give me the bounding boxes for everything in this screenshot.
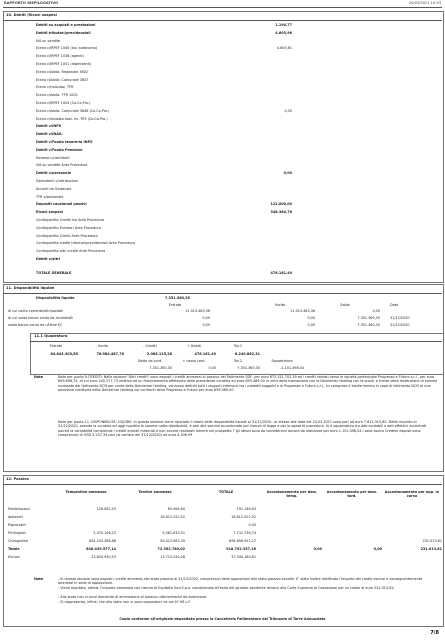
quadratura-title: 11.1 Quadratura [34, 334, 68, 338]
debiti-total-label: TOTALE GENERALE [36, 271, 72, 275]
debiti-row-label: Contropartita crediti tributari/previdenziali Ante Procedura [36, 241, 135, 246]
disponibilita-title: 11. Disponibilità liquide [6, 286, 55, 290]
debiti-title-divider [3, 20, 442, 21]
note1-p1: Note per punto 9.CREDITI: Nelle sezione "Altri crediti" sono esposti i crediti ammessi al passivo del Fallimento SDF, per euro 872.151.702,39 ed i crediti vantati verso le società partecipate Progresso e Futuro s.r.l., per euro 899.696,75, di cui euro 240.277,73 relativo ad un finanziamento effettuato dalla precedente curatela ed euro 659.489,00 in virtù della transazione con la Deiulemar Holding con la quale, a fronte della restituzione di somme incassate dal fallimento DCN per conto della Deiulemar Holding, venivano definiti tutti i rapporti intercorsi tra i predetti soggetti e le Progresso e Futuro s.r.l., ivi compreso il trasferimento in capo al fallimento DCN di una posizione creditoria della Deiulemar Holding nei confronti della Progresso e Futuro per euro 659.489,00. [58, 375, 438, 393]
page-number: 7/8 [430, 630, 439, 636]
disponibilita-label: Disponibilità liquide [36, 296, 75, 300]
passivo-cell: 16.812.522,52 [160, 515, 185, 519]
note1-p2: Note per punto 11. DISPONIBILITA' LIQUIDE: in questa sezione viene riportato il totale delle disponibilità liquide al 31/12/2020. Le stesse alla data del 24.03.2021 sono pari ad euro 7.611.315,62. Dette importo al 31/12/2020, avendo la curatela ed oggi riportito le somme netta distribuibili, è pari alle somme accantonate per riserve di legge e per le spese di procedura. Vi è squadratura tra dati contabili e dati effettivi riscontrati poiché la contabilità comprende i crediti erariali maturati e non ancora realizzati mentre nel prospetto 7 gli stessi sono da considerarsi ancora da realizzare per euro 1.101.498,04 I saldi banca Credem esposti sono comprensivi di USD 5.257,34 pari (al cambio del 31/12/2020) ad euro 4.306,99 [58, 420, 427, 438]
report-date: 20/03/2021 10:53 [408, 1, 441, 5]
passivo-cell: 16.812.522,52 [231, 515, 256, 519]
debiti-row-label: TFR v/personale [36, 194, 64, 199]
quad-value: 6.249.862,31 [234, 352, 260, 356]
passivo-row-label: Chirografari [8, 539, 29, 543]
passivo-cell: 0,00 [248, 523, 256, 527]
debiti-row-label: Debiti v/INAIL [36, 132, 63, 137]
debiti-row-label: Debiti v/altri [36, 257, 61, 261]
passivo-cell: 0,00 [373, 547, 382, 551]
passivo-row-label: Esclusi [8, 555, 20, 559]
disp-row-entrate: 0,00 [202, 316, 210, 320]
debiti-row-label: Erario c/Addiz. TFR 1002 [36, 93, 78, 98]
passivo-row-label: Prededuzioni [8, 507, 30, 511]
quad-value: 84.843.303,85 [50, 352, 78, 356]
passivo-cell: 7.131.736,74 [233, 531, 256, 535]
debiti-total-value: 476.161,49 [270, 271, 292, 275]
passivo-cell: 126.082,03 [96, 507, 116, 511]
disp-row-saldo: 0,00 [372, 309, 380, 313]
passivo-cell: 844.243.388,88 [89, 539, 116, 543]
debiti-row-value: 1.190,77 [275, 23, 292, 27]
passivo-row-label: Totale [8, 547, 20, 551]
quad-value2: 0,00 [208, 366, 216, 370]
note2-line: - Si rappresenta, infine, che allo stato non vi sono opposizioni ex art.97-98 L.F. [58, 599, 191, 604]
quad-value: 476.161,49 [194, 352, 216, 356]
note2-line: - In questa sezione sono esposti i crediti ammessi allo stato passivo al 31/12/2020, comprensivi delle opposizioni allo stato passivo accolte. E' stato inoltre rettificato l'importo dei crediti esclusi e conseguentemente ammessi in sede di opposizione. [58, 577, 423, 586]
disp-row-label: saldo banca conto da c/tiene EC [8, 323, 63, 327]
disp-row-label: di cui saldo banca conto da controllaB [8, 316, 73, 320]
debiti-row-label: IVA su vendite Ante Procedura [36, 163, 88, 168]
debiti-row-label: Debiti v/Fondo Pensione [36, 147, 83, 152]
quad-header: - Crediti [143, 344, 157, 348]
debiti-row-label: Contropartita altri crediti Ante Procedura [36, 249, 106, 254]
debiti-row-label: Dipendenti c/retribuzioni [36, 179, 78, 183]
passivo-col-header: Accantonamento per dom. temp. [266, 490, 318, 499]
quad-value2: -1.101.498,04 [280, 366, 304, 370]
quad-header2: + cassa cont. [182, 359, 206, 363]
passivo-col-header: Tardive ammesso [138, 490, 172, 494]
passivo-title: 12. Passivo [6, 477, 29, 481]
debiti-row-label: Debiti v/Fondo tesoreria INPS [36, 140, 93, 144]
passivo-title-divider [3, 484, 442, 485]
passivo-cell: 50.413.562,39 [160, 539, 185, 543]
quad-value2: 7.351.360,35 [237, 366, 260, 370]
passivo-col-header: Tempestive ammesso [65, 490, 107, 494]
passivo-cell: 231.013,61 [422, 539, 442, 543]
passivo-cell: 37.344.180,61 [231, 555, 256, 559]
debiti-row-label: IVA su vendite [36, 38, 61, 43]
col-saldo: Saldo [340, 303, 350, 307]
passivo-cell: 5.061.630,51 [162, 531, 185, 535]
disponibilita-value: 7.351.360,35 [164, 296, 190, 300]
debiti-title: 10. Debiti /Ricavi sospesi [6, 13, 57, 17]
passivo-col-header: Accantonamento per dom. tard. [326, 490, 378, 499]
debiti-row-label: Debiti v/INPS [36, 124, 62, 129]
debiti-row-value: 4.605,96 [275, 30, 292, 35]
passivo-cell: 23.620.940,53 [91, 555, 116, 559]
debiti-row-value: 348.364,76 [270, 210, 292, 215]
disponibilita-title-divider [3, 293, 442, 294]
disp-row-saldo: 7.351.360,35 [357, 323, 380, 327]
debiti-row-label: Erario c/rivalutaz. TFR [36, 85, 74, 90]
passivo-cell: 72.352.780,02 [157, 547, 185, 551]
debiti-row-label: Erario c/Addiz. Comunale 3847 [36, 77, 89, 82]
quad-header2: Saldo da cont. [137, 359, 163, 363]
note2-label: Note [34, 577, 44, 581]
quad-header: - Uscite [95, 344, 109, 348]
quad-header2: Squadratura [271, 359, 293, 363]
debiti-row-label: Erario c/IRPEF 1001 (dipendenti) [36, 62, 92, 66]
passivo-row-label: Ipotecari [8, 515, 23, 519]
debiti-row-label: Erario c/IRPEF 1004 (Co.Co.Pro.) [36, 101, 91, 105]
debiti-row-label: Contropartita Fornitori Ante Procedura [36, 225, 101, 230]
quadratura-title-divider [30, 341, 442, 342]
quad-value: 76.984.487,78 [96, 352, 124, 356]
col-uscite: Uscite [274, 303, 286, 307]
note2-line: - Viene riportato, altresì, l'importo ammesso con riserva di Equitalia Sud S.p.a. condizionato all'esito del giudizio pendente dinanzi alla Corte Suprema di Cassazione per un totale di euro 231.013,61; [58, 586, 395, 590]
debiti-row-label: Contropartita Crediti Ivo Ante Procedura [36, 218, 105, 222]
passivo-col-header: Accantonamento per opp. in corso [384, 490, 440, 499]
col-data: Data [390, 303, 399, 307]
debiti-row-label: Erario c/Addiz. Comunale 3848 (Co.Co.Pro.) [36, 108, 110, 113]
passivo-cell: 191.146,63 [236, 507, 256, 511]
debiti-row-label: Erario c/Addiz. Regionale 3802 [36, 69, 88, 74]
disp-row-entrate: 11.013.463,36 [185, 309, 210, 313]
passivo-col-header: TOTALE [218, 490, 234, 494]
debiti-row-value: 0,35 [284, 108, 292, 113]
passivo-cell: 2.070.106,23 [93, 531, 116, 535]
footer-text: Copia conforme all'originale depositato presso la Cancelleria Fallimentare del Tribunale di Torre Annunziata [119, 617, 326, 621]
disp-row-uscite: 11.013.463,36 [290, 309, 315, 313]
passivo-cell: 13.723.240,08 [160, 555, 185, 559]
debiti-row-value: 4.605,61 [276, 46, 292, 51]
disp-row-entrate: 0,00 [202, 323, 210, 327]
quad-value2: 7.351.360,35 [149, 366, 172, 370]
disp-row-data: 31/12/2020 [390, 323, 410, 327]
passivo-cell: 894.656.951,27 [229, 539, 256, 543]
debiti-row-label: Debiti tributari/previdenziali [36, 30, 91, 35]
disp-row-label: di cui conto corrente/altri/postali [8, 309, 64, 313]
disp-row-uscite: 0,00 [307, 323, 315, 327]
debiti-row-label: Erario c/IRPEF 1040 (lav. autonomo) [36, 46, 98, 51]
debiti-row-value: 122.000,00 [270, 202, 292, 207]
quad-header: Entrate [49, 344, 63, 348]
debiti-row-label: Contropartita Clienti Ante Procedura [36, 233, 98, 238]
header-divider [3, 7, 442, 8]
passivo-cell: 0,00 [313, 547, 322, 551]
passivo-row-label: Privilegiati [8, 531, 26, 535]
quad-value: 2.085.115,28 [146, 352, 172, 356]
disp-row-saldo: 7.351.360,35 [357, 316, 380, 320]
note2-line: - Allo stato non vi sono domande di ammissione al passivo ulteriormente da esaminare; [58, 595, 208, 599]
debiti-row-label: Ricavi sospesi [36, 210, 63, 215]
passivo-cell: 65.064,60 [167, 507, 185, 511]
quad-header: Tot.1 [233, 344, 243, 348]
quad-header: + Debiti [187, 344, 201, 348]
report-title: RAPPORTO RIEPILOGATIVO [4, 1, 58, 5]
debiti-row-label: Acconti da Sindacale [36, 186, 72, 191]
disp-row-uscite: 0,00 [307, 316, 315, 320]
note1-label: Note [34, 375, 44, 379]
debiti-row-label: Emesse c/contributi [36, 155, 70, 160]
debiti-row-label: Depositi cauzionali passivi [36, 202, 87, 207]
debiti-row-value: 0,00 [283, 171, 292, 176]
passivo-cell: 846.439.577,14 [86, 547, 116, 551]
disp-row-data: 31/12/2020 [390, 316, 410, 320]
debiti-row-label: Debiti v/personale [36, 171, 72, 176]
passivo-row-label: Pignoratizi [8, 523, 26, 527]
col-entrate: Entrate [168, 303, 182, 307]
quad-header2: Tot.2 [233, 359, 243, 363]
debiti-row-label: Erario c/imposta sost. riv. TRF (Co.Co.Pro.) [36, 116, 108, 121]
passivo-cell: 231.013,61 [420, 547, 442, 551]
debiti-row-label: Debiti su acquisti e prestazioni [36, 23, 96, 27]
passivo-cell: 918.792.357,16 [226, 547, 256, 551]
debiti-row-label: Erario c/IRPEF 1038 (agenti) [36, 54, 84, 59]
